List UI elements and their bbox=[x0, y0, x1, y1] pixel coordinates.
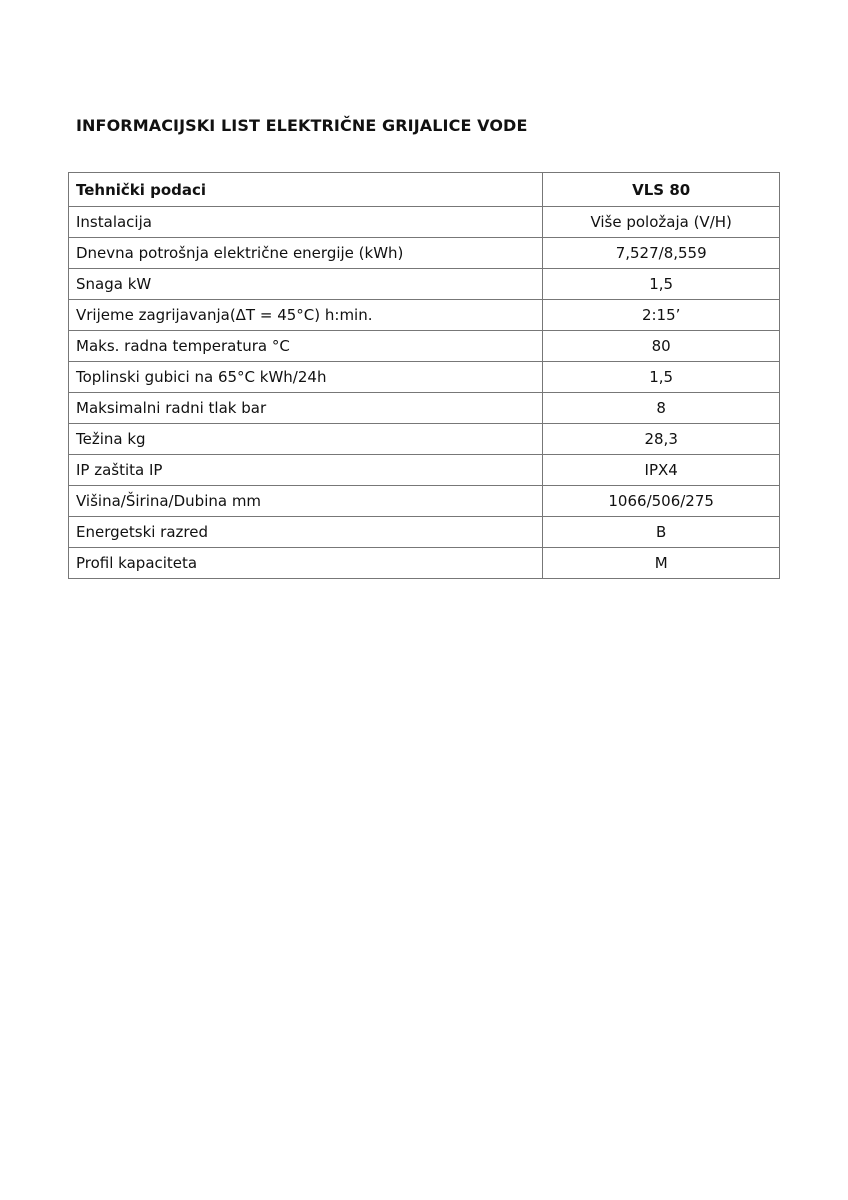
table-row bbox=[69, 300, 780, 331]
row-label: Snaga kW bbox=[69, 269, 543, 300]
table-row bbox=[69, 424, 780, 455]
table-row bbox=[69, 517, 780, 548]
row-label: Višina/Širina/Dubina mm bbox=[69, 486, 543, 517]
row-value: 1066/506/275 bbox=[543, 486, 780, 517]
row-value: 8 bbox=[543, 393, 780, 424]
row-label: Toplinski gubici na 65°C kWh/24h bbox=[69, 362, 543, 393]
table-row bbox=[69, 486, 780, 517]
row-label: IP zaštita IP bbox=[69, 455, 543, 486]
row-value: 80 bbox=[543, 331, 780, 362]
row-value: 28,3 bbox=[543, 424, 780, 455]
table-header-row bbox=[69, 173, 780, 207]
header-label-cell: Tehnički podaci bbox=[69, 173, 543, 207]
table-row bbox=[69, 455, 780, 486]
row-value: B bbox=[543, 517, 780, 548]
document-title: INFORMACIJSKI LIST ELEKTRIČNE GRIJALICE VODE bbox=[76, 116, 528, 135]
table-row bbox=[69, 238, 780, 269]
row-label: Profil kapaciteta bbox=[69, 548, 543, 579]
row-value: 7,527/8,559 bbox=[543, 238, 780, 269]
table-row bbox=[69, 207, 780, 238]
table-row bbox=[69, 548, 780, 579]
table-row bbox=[69, 269, 780, 300]
row-label: Energetski razred bbox=[69, 517, 543, 548]
row-label: Instalacija bbox=[69, 207, 543, 238]
row-value: Više položaja (V/H) bbox=[543, 207, 780, 238]
row-label: Maks. radna temperatura °C bbox=[69, 331, 543, 362]
row-value: 2:15’ bbox=[543, 300, 780, 331]
row-label: Vrijeme zagrijavanja(ΔT = 45°C) h:min. bbox=[69, 300, 543, 331]
table-row bbox=[69, 362, 780, 393]
row-label: Dnevna potrošnja električne energije (kWh) bbox=[69, 238, 543, 269]
technical-data-table bbox=[68, 172, 780, 579]
row-label: Težina kg bbox=[69, 424, 543, 455]
table-row bbox=[69, 393, 780, 424]
row-value: M bbox=[543, 548, 780, 579]
row-value: 1,5 bbox=[543, 362, 780, 393]
table-row bbox=[69, 331, 780, 362]
row-value: 1,5 bbox=[543, 269, 780, 300]
row-value: IPX4 bbox=[543, 455, 780, 486]
header-model-cell: VLS 80 bbox=[543, 173, 780, 207]
row-label: Maksimalni radni tlak bar bbox=[69, 393, 543, 424]
